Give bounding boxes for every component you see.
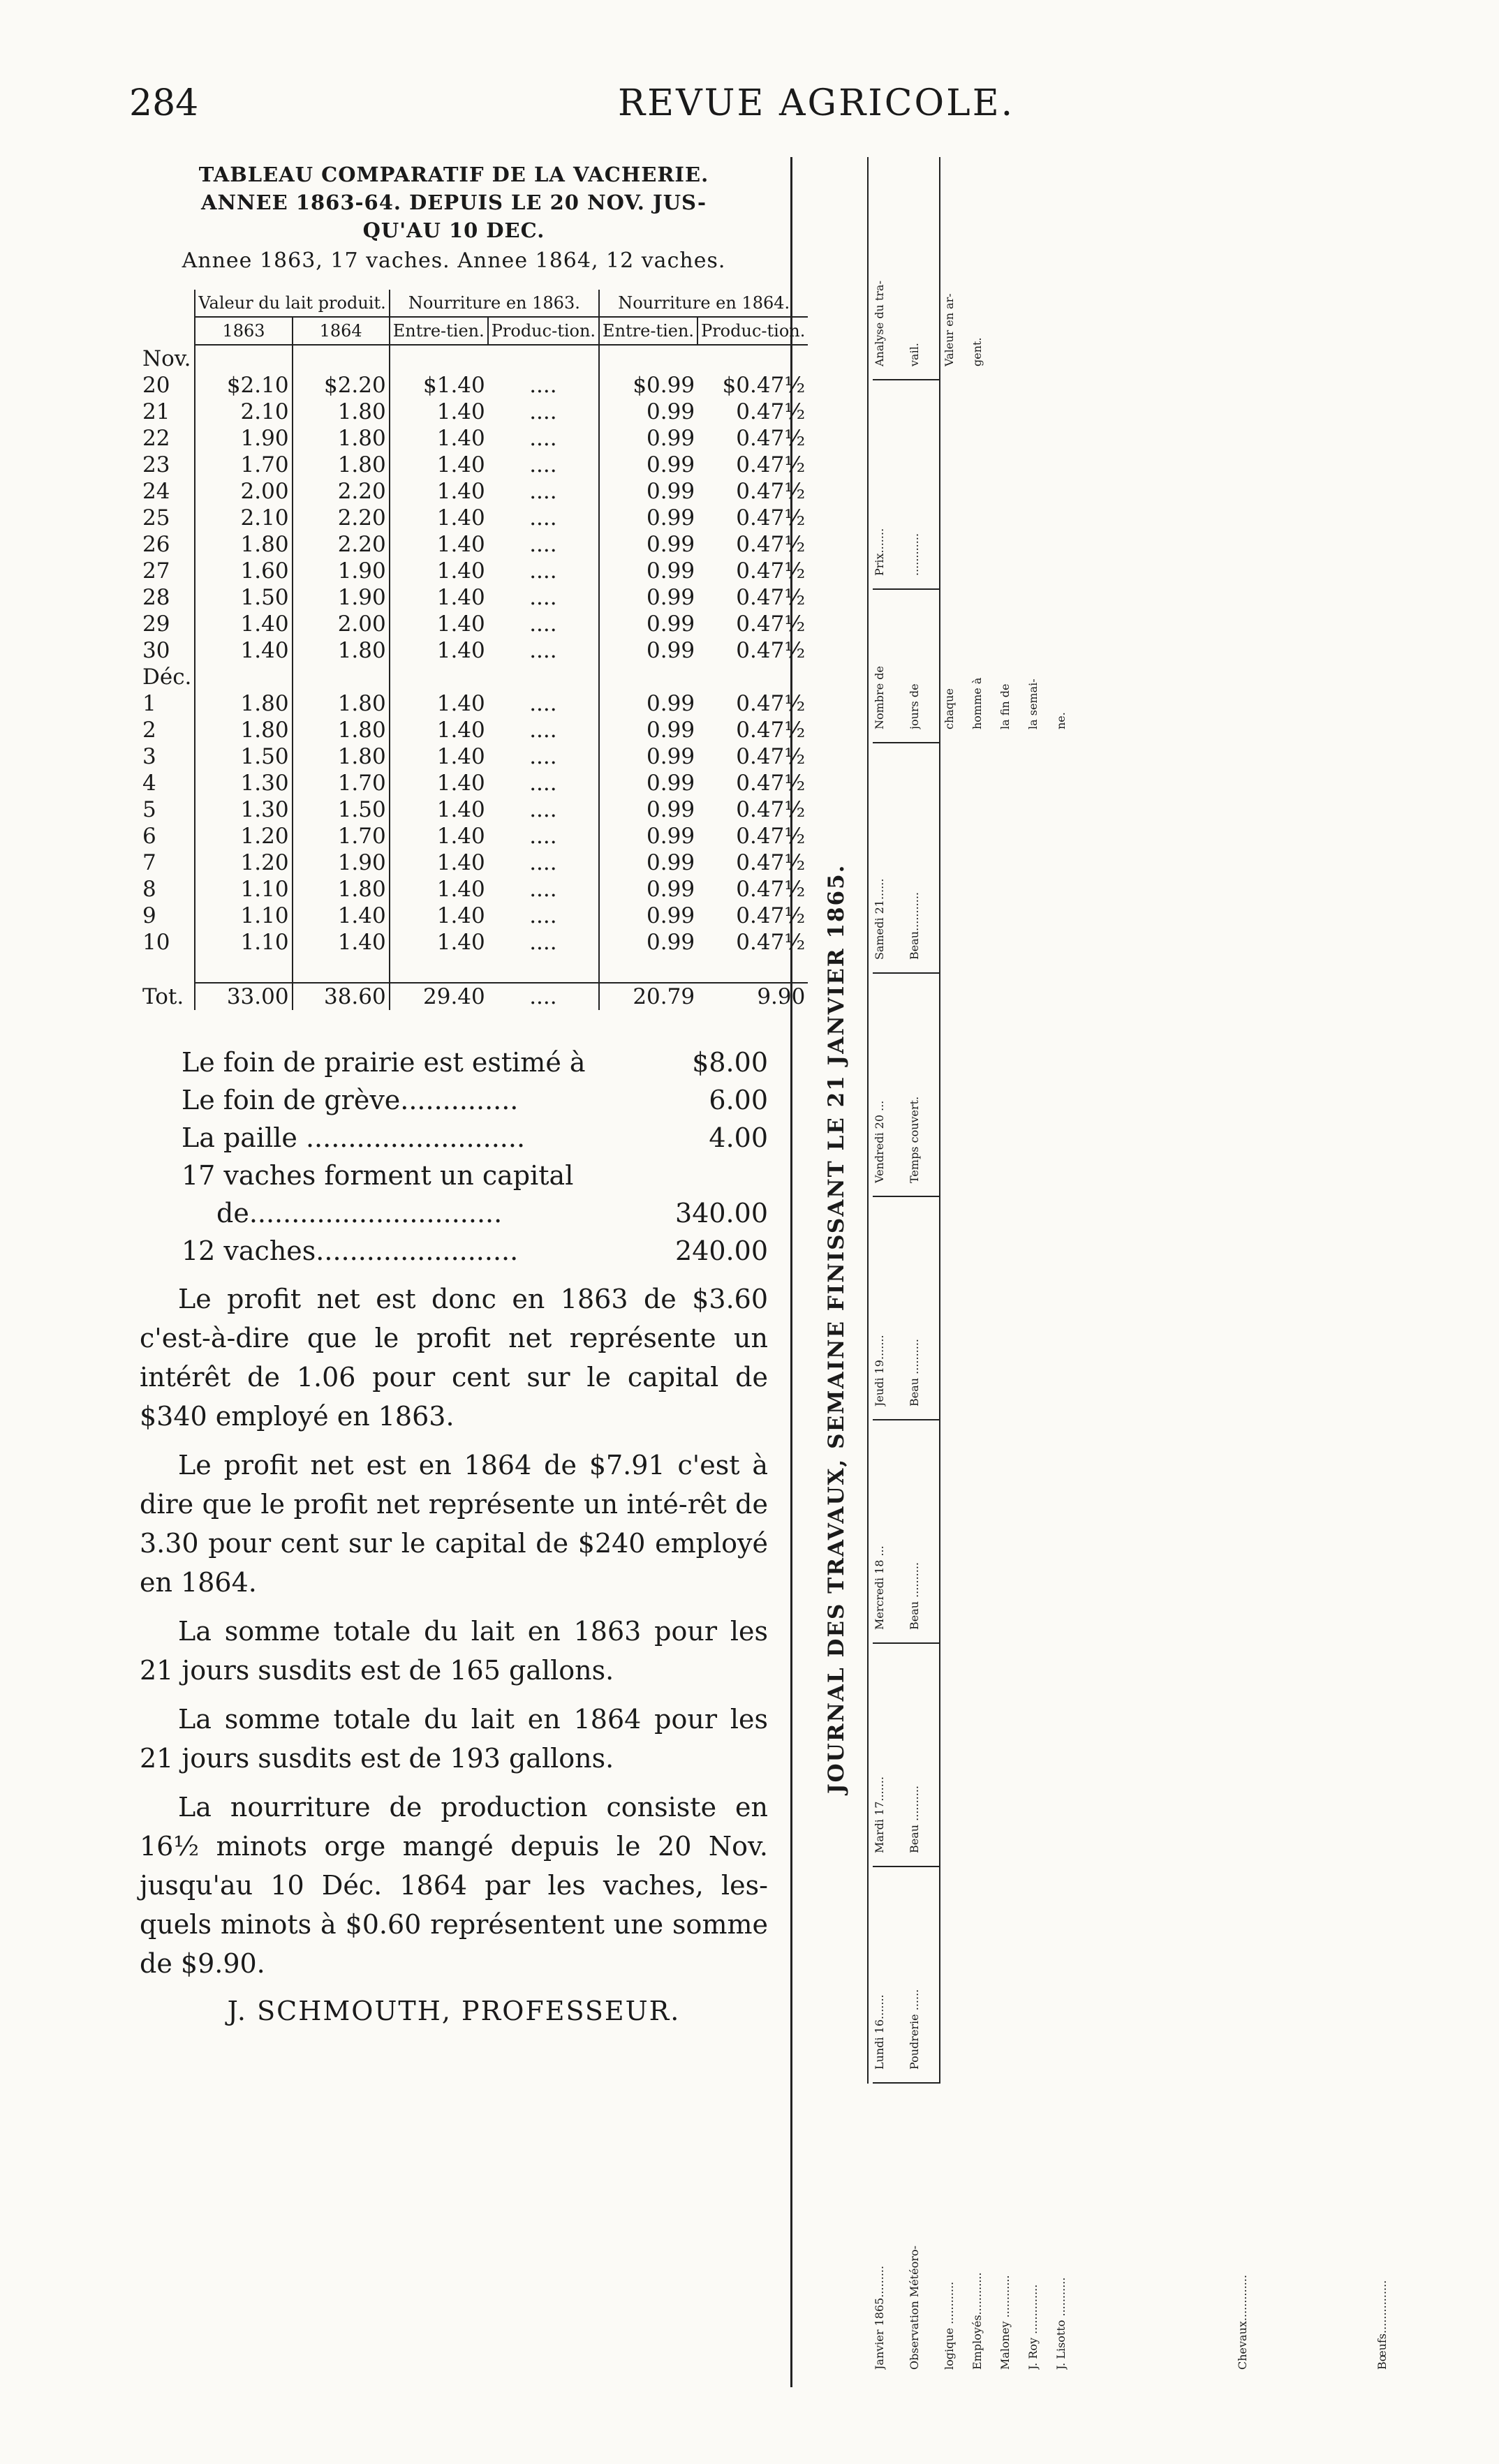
journal-cell: Beau .......... [908,1338,921,1407]
day-cell: 7 [142,850,156,875]
e64-cell: 0.99 [599,849,697,876]
journal-cell: Employés............ [970,2272,984,2370]
v64-cell: 1.70 [293,823,390,849]
page-header [129,82,1428,131]
journal-cell: J. Roy .............. [1026,2284,1040,2370]
day-cell: Tot. [142,984,184,1009]
journal-cell: Beau........... [908,891,921,960]
day-cell: 26 [142,532,170,557]
v63-cell: 1.80 [195,690,292,717]
p64-cell: 0.47½ [736,903,806,928]
journal-cell: ............ [908,533,921,576]
cost-row [140,1119,768,1157]
header-entretien-1863: Entre-tien. [390,317,488,345]
v64-cell: 38.60 [293,983,390,1010]
journal-cell: la fin de [998,683,1012,729]
day-cell: 3 [142,744,156,769]
v64-cell: 1.90 [293,584,390,611]
e64-cell: 0.99 [599,425,697,452]
capital-label: de.............................. [216,1198,503,1229]
table-row [140,452,808,478]
e64-cell: 0.99 [599,505,697,531]
p64-cell: 0.47½ [736,558,806,584]
e64-cell: 0.99 [599,452,697,478]
journal-cell: la semai- [1026,678,1040,729]
table-row [140,743,808,770]
day-cell: 28 [142,585,170,610]
p63-cell: .... [529,850,557,875]
journal-cell: logique ............ [943,2281,956,2370]
v64-cell: 1.80 [293,452,390,478]
costs-block [140,1044,768,1270]
day-cell: 10 [142,930,170,955]
table-row [140,425,808,452]
p64-cell: 9.90 [697,983,808,1010]
header-feed-1864: Nourriture en 1864. [599,290,808,317]
header-milk-value: Valeur du lait produit. [195,290,389,317]
table-title-line3: QU'AU 10 DEC. [362,218,545,242]
header-feed-1863: Nourriture en 1863. [390,290,599,317]
p63-cell: .... [529,691,557,716]
table-row [140,558,808,584]
e63-cell: 1.40 [390,929,488,956]
e63-cell: 1.40 [390,770,488,796]
e64-cell: 0.99 [599,929,697,956]
v64-cell: 1.40 [293,929,390,956]
paragraph: Le profit net est en 1864 de $7.91 c'est à dire que le profit net représente un inté-rêt de 3.30 pour cent sur le capital de $240 employé en 1864. [140,1450,768,1598]
p63-cell: .... [529,532,557,557]
left-column [140,161,806,2026]
e64-cell: 0.99 [599,823,697,849]
journal-cell: Mardi 17....... [873,1776,886,1853]
journal-cell: homme à [970,677,984,729]
e63-cell: 1.40 [390,876,488,903]
v64-cell: 1.90 [293,558,390,584]
paragraph: Le profit net est donc en 1863 de $3.60 c'est-à-dire que le profit net représente un intérêt de 1.06 pour cent sur le capital de $340 employé en 1863. [140,1284,768,1432]
table-row [140,584,808,611]
table-row [140,903,808,929]
e64-cell: 0.99 [599,637,697,664]
capital-label: 12 vaches........................ [182,1235,519,1266]
day-cell: 9 [142,903,156,928]
table-row [140,531,808,558]
header-year-1864: 1864 [293,317,390,345]
p64-cell: 0.47½ [736,877,806,902]
p63-cell: .... [529,558,557,584]
day-cell: 22 [142,426,170,451]
cost-label: La paille .......................... [182,1122,526,1153]
v64-cell: 1.90 [293,849,390,876]
e64-cell: 0.99 [599,584,697,611]
journal-cell: Valeur en ar- [943,293,956,366]
header-production-1864: Produc-tion. [697,317,808,345]
paragraph: La somme totale du lait en 1864 pour les 21 jours susdits est de 193 gallons. [140,1704,768,1774]
e63-cell: 1.40 [390,478,488,505]
e64-cell: 0.99 [599,399,697,425]
day-cell: 30 [142,638,170,663]
e63-cell: 1.40 [390,452,488,478]
journal-cell: Prix....... [873,528,886,576]
capital-value: 240.00 [675,1235,768,1266]
p63-cell: .... [529,903,557,928]
p63-cell: .... [529,399,557,424]
p64-cell: 0.47½ [736,585,806,610]
v64-cell: 1.50 [293,796,390,823]
p64-cell: 0.47½ [736,824,806,849]
e63-cell: 1.40 [390,505,488,531]
p63-cell: .... [529,611,557,637]
e64-cell: 0.99 [599,478,697,505]
journal-rotated [824,150,1438,2384]
e63-cell: 1.40 [390,796,488,823]
journal-cell: vail. [908,343,921,366]
e63-cell: 1.40 [390,531,488,558]
table-row [140,637,808,664]
journal-cell: Vendredi 20 ... [873,1100,886,1183]
p64-cell: $0.47½ [722,373,806,398]
cost-label: Le foin de grève.............. [182,1085,519,1115]
e63-cell: $1.40 [390,372,488,399]
v63-cell: 1.40 [195,637,292,664]
corner-cell-2 [140,317,195,345]
v63-cell: 1.70 [195,452,292,478]
p63-cell: .... [529,744,557,769]
e63-cell: 1.40 [390,584,488,611]
cost-value: 6.00 [709,1085,768,1115]
day-cell: 23 [142,452,170,477]
p64-cell: 0.47½ [736,479,806,504]
p63-cell: .... [529,638,557,663]
corner-cell [140,290,195,317]
v64-cell: 1.80 [293,690,390,717]
day-cell: 24 [142,479,170,504]
e63-cell: 1.40 [390,903,488,929]
e63-cell: 29.40 [390,983,488,1010]
table-title [140,161,768,244]
v64-cell: 2.20 [293,505,390,531]
p64-cell: 0.47½ [736,505,806,530]
e64-cell: 0.99 [599,876,697,903]
table-row [140,823,808,849]
v64-cell: 1.80 [293,399,390,425]
v64-cell: 2.20 [293,478,390,505]
day-cell: 29 [142,611,170,637]
v63-cell: 1.50 [195,743,292,770]
table-row [140,505,808,531]
p64-cell: 0.47½ [736,691,806,716]
journal-cell: Poudrerie ...... [908,1989,921,2070]
p63-cell: .... [529,426,557,451]
paragraph: La somme totale du lait en 1863 pour les 21 jours susdits est de 165 gallons. [140,1616,768,1686]
running-title: REVUE AGRICOLE. [618,82,1015,124]
v63-cell: 1.90 [195,425,292,452]
table-row [140,399,808,425]
v64-cell: 2.20 [293,531,390,558]
cost-label: Le foin de prairie est estimé à [182,1047,586,1078]
day-cell: 25 [142,505,170,530]
table-subtitle: Annee 1863, 17 vaches. Annee 1864, 12 vaches. [182,248,726,273]
v63-cell: 1.10 [195,929,292,956]
journal-row-rule [867,157,869,2084]
table-title-line2: ANNEE 1863-64. DEPUIS LE 20 NOV. JUS- [200,191,707,214]
journal-cell: Nombre de [873,666,886,729]
e64-cell: 0.99 [599,717,697,743]
table-row [140,478,808,505]
day-cell: 4 [142,771,156,796]
p64-cell: 0.47½ [736,718,806,743]
v63-cell: 1.50 [195,584,292,611]
page-number: 284 [129,82,199,124]
journal-cell: Analyse du tra- [873,281,886,366]
journal-grid [873,150,1431,2384]
v64-cell: 1.80 [293,743,390,770]
p64-cell: 0.47½ [736,797,806,822]
v63-cell: 1.20 [195,823,292,849]
v64-cell: 1.70 [293,770,390,796]
header-year-1863: 1863 [195,317,292,345]
cost-value: $8.00 [692,1047,768,1078]
v64-cell: 1.80 [293,876,390,903]
v63-cell: 1.10 [195,903,292,929]
p63-cell: .... [529,824,557,849]
table-row [140,929,808,956]
e63-cell: 1.40 [390,717,488,743]
e63-cell: 1.40 [390,399,488,425]
capital-value: 340.00 [675,1198,768,1229]
v63-cell: 2.10 [195,505,292,531]
v63-cell: 2.10 [195,399,292,425]
v63-cell: 1.80 [195,717,292,743]
e63-cell: 1.40 [390,558,488,584]
day-cell: 21 [142,399,170,424]
v64-cell: 1.80 [293,425,390,452]
day-cell: 20 [142,373,170,398]
v64-cell: $2.20 [293,372,390,399]
e64-cell: 0.99 [599,558,697,584]
e64-cell: 0.99 [599,611,697,637]
journal-cell: Maloney ............ [998,2275,1012,2370]
month-label-nov: Nov. [142,346,191,371]
day-cell: 1 [142,691,156,716]
v64-cell: 1.80 [293,717,390,743]
journal-cell: chaque [943,688,956,729]
journal-cell: Chevaux............. [1236,2274,1249,2370]
day-cell: 2 [142,718,156,743]
journal-cell: Mercredi 18 ... [873,1545,886,1630]
cost-row [140,1044,768,1081]
p63-cell: .... [529,585,557,610]
p64-cell: 0.47½ [736,452,806,477]
e63-cell: 1.40 [390,849,488,876]
journal-cell: jours de [908,683,921,729]
table-row [140,876,808,903]
p64-cell: 0.47½ [736,638,806,663]
v64-cell: 2.00 [293,611,390,637]
table-row [140,983,808,1010]
v63-cell: 1.40 [195,611,292,637]
v63-cell: 1.30 [195,796,292,823]
e64-cell: 0.99 [599,690,697,717]
header-entretien-1864: Entre-tien. [599,317,697,345]
month-label-dec: Déc. [142,665,192,690]
journal-cell: Jeudi 19....... [873,1335,886,1407]
journal-title: JOURNAL DES TRAVAUX, SEMAINE FINISSANT LE 21 JANVIER 1865. [824,863,849,1794]
v63-cell: 1.80 [195,531,292,558]
v63-cell: $2.10 [195,372,292,399]
p63-cell: .... [529,505,557,530]
p64-cell: 0.47½ [736,771,806,796]
journal-cell: Samedi 21...... [873,878,886,960]
capital-line1 [140,1157,768,1194]
e64-cell: 20.79 [599,983,697,1010]
p63-cell: .... [488,983,599,1010]
table-row [140,849,808,876]
v63-cell: 1.20 [195,849,292,876]
p64-cell: 0.47½ [736,611,806,637]
p64-cell: 0.47½ [736,399,806,424]
day-cell: 6 [142,824,156,849]
journal-cell: Temps couvert. [908,1096,921,1183]
journal-cell: Lundi 16....... [873,1994,886,2070]
journal-cell: Janvier 1865......... [873,2265,886,2370]
cost-row [140,1081,768,1119]
day-cell: 8 [142,877,156,902]
e63-cell: 1.40 [390,425,488,452]
table-row [140,717,808,743]
p63-cell: .... [529,479,557,504]
v63-cell: 1.60 [195,558,292,584]
p63-cell: .... [529,797,557,822]
capital-line3 [140,1232,768,1270]
p63-cell: .... [529,771,557,796]
journal-row-rule [939,157,940,2084]
e64-cell: 0.99 [599,903,697,929]
v63-cell: 1.30 [195,770,292,796]
journal-cell: Beau .......... [908,1785,921,1853]
e64-cell: $0.99 [599,372,697,399]
p64-cell: 0.47½ [736,850,806,875]
e64-cell: 0.99 [599,770,697,796]
v63-cell: 2.00 [195,478,292,505]
signature: J. SCHMOUTH, PROFESSEUR. [227,1996,681,2026]
p63-cell: .... [529,718,557,743]
e63-cell: 1.40 [390,690,488,717]
v63-cell: 1.10 [195,876,292,903]
table-row [140,611,808,637]
capital-label: 17 vaches forment un capital [182,1160,574,1191]
table-row [140,372,808,399]
table-row [140,796,808,823]
p64-cell: 0.47½ [736,532,806,557]
v63-cell: 33.00 [195,983,292,1010]
cost-value: 4.00 [709,1122,768,1153]
v64-cell: 1.80 [293,637,390,664]
journal-cell: Observation Météoro- [908,2246,921,2370]
capital-line2 [140,1194,768,1232]
journal-cell: gent. [970,337,984,366]
table-row [140,770,808,796]
p64-cell: 0.47½ [736,426,806,451]
e63-cell: 1.40 [390,637,488,664]
e63-cell: 1.40 [390,743,488,770]
p63-cell: .... [529,452,557,477]
e63-cell: 1.40 [390,611,488,637]
journal-cell: Bœufs............... [1375,2280,1389,2370]
day-cell: 5 [142,797,156,822]
p64-cell: 0.47½ [736,930,806,955]
p63-cell: .... [529,877,557,902]
month-row [140,664,808,690]
p63-cell: .... [529,373,557,398]
e63-cell: 1.40 [390,823,488,849]
p63-cell: .... [529,930,557,955]
e64-cell: 0.99 [599,796,697,823]
journal-cell: ne. [1054,712,1068,729]
p64-cell: 0.47½ [736,744,806,769]
table-row [140,690,808,717]
table-title-line1: TABLEAU COMPARATIF DE LA VACHERIE. [198,163,709,186]
journal-cell: J. Lisotto ........... [1054,2277,1068,2370]
header-production-1863: Produc-tion. [488,317,599,345]
dairy-table [140,290,808,1010]
journal-cell: Beau .......... [908,1561,921,1630]
paragraph: La nourriture de production consiste en 16½ minots orge mangé depuis le 20 Nov. jusqu'au 10 Déc. 1864 par les vaches, les-quels minots à $0.60 représentent une somme de $9.90. [140,1792,768,1979]
e64-cell: 0.99 [599,531,697,558]
day-cell: 27 [142,558,170,584]
v64-cell: 1.40 [293,903,390,929]
e64-cell: 0.99 [599,743,697,770]
